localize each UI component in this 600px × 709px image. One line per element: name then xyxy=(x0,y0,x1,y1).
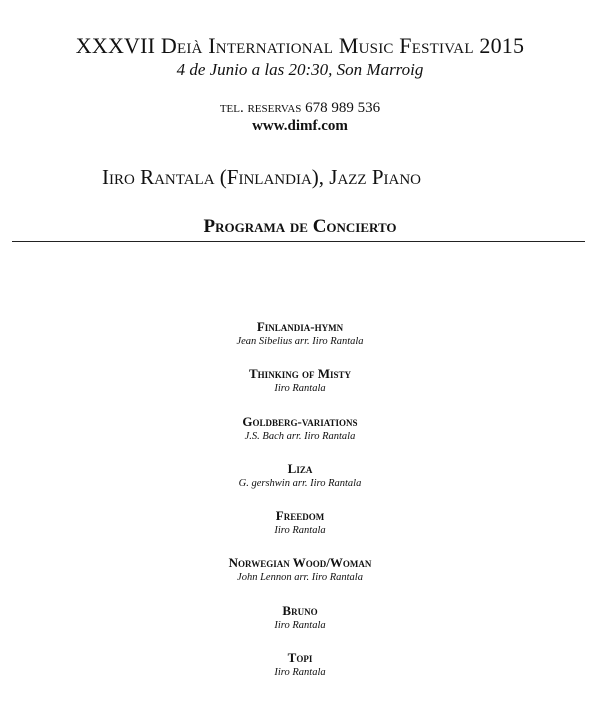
piece-credit: Iiro Rantala xyxy=(274,383,326,395)
programme-item xyxy=(0,413,600,460)
programme-heading: Programa de Concierto xyxy=(203,216,397,237)
programme-item xyxy=(0,602,600,649)
website-line: www.dimf.com xyxy=(252,118,348,134)
piece-credit: Jean Sibelius arr. Iiro Rantala xyxy=(236,336,364,347)
piece-title: Goldberg-variations xyxy=(242,413,358,429)
piece-title: Topi xyxy=(287,650,313,666)
date-venue-line: 4 de Junio a las 20:30, Son Marroig xyxy=(176,60,424,79)
booking-phone-line: tel. reservas 678 989 536 xyxy=(219,100,381,116)
piece-title: Bruno xyxy=(282,602,318,618)
piece-credit: John Lennon arr. Iiro Rantala xyxy=(237,572,363,584)
heading-divider xyxy=(12,241,585,242)
piece-credit: J.S. Bach arr. Iiro Rantala xyxy=(244,430,356,442)
piece-credit: Iiro Rantala xyxy=(274,619,326,631)
piece-credit: Iiro Rantala xyxy=(274,667,326,679)
programme-item xyxy=(0,649,600,696)
programme-item xyxy=(0,460,600,507)
performer-title: Iiro Rantala (Finlandia), Jazz Piano xyxy=(102,165,422,189)
programme-item xyxy=(0,554,600,601)
programme-item xyxy=(0,318,600,365)
piece-credit: Iiro Rantala xyxy=(274,525,326,537)
piece-title: Liza xyxy=(287,460,313,476)
programme-list xyxy=(0,318,600,696)
piece-title: Finlandia-hymn xyxy=(256,319,344,334)
piece-title: Freedom xyxy=(275,508,325,524)
festival-title: XXXVII Deià International Music Festival 2015 xyxy=(75,33,525,58)
programme-item xyxy=(0,365,600,412)
piece-title: Thinking of Misty xyxy=(249,366,351,382)
piece-title: Norwegian Wood/Woman xyxy=(228,555,372,571)
piece-credit: G. gershwin arr. Iiro Rantala xyxy=(238,477,362,489)
programme-item xyxy=(0,507,600,554)
